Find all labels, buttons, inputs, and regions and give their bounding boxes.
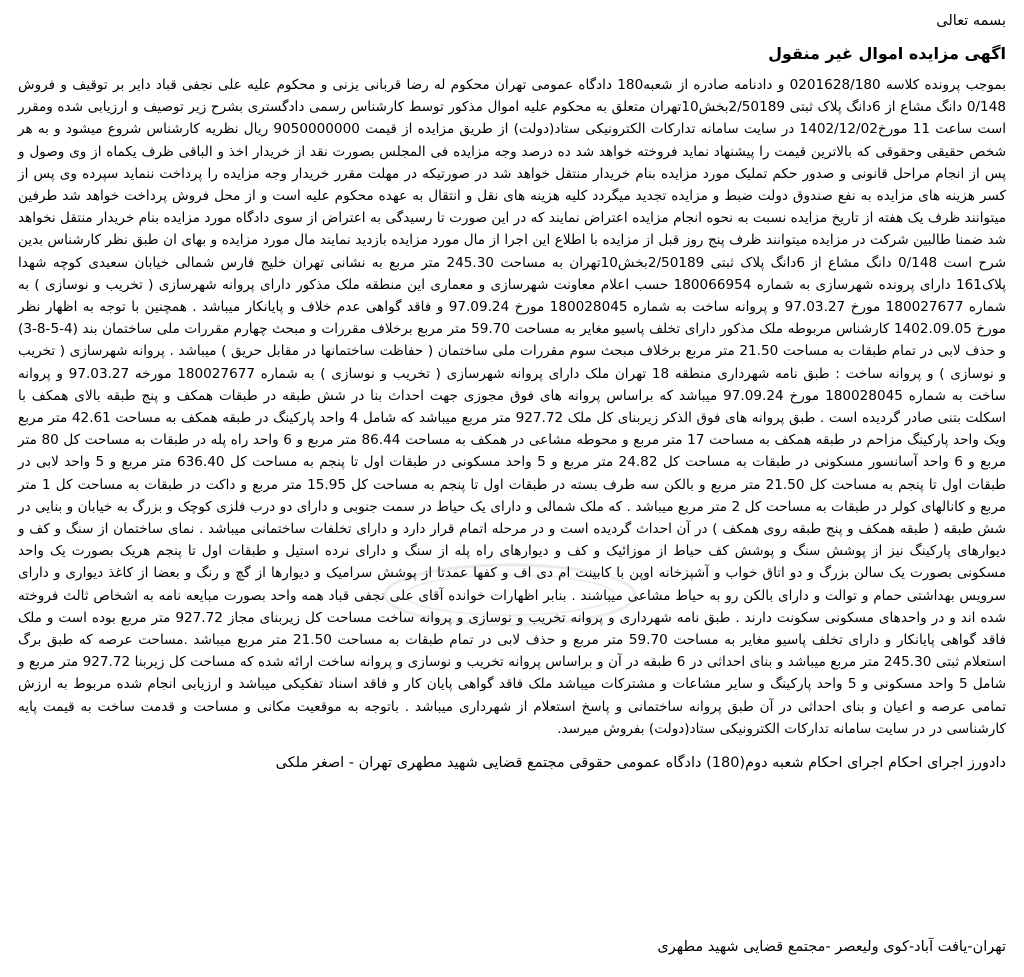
basmala-heading: بسمه تعالی (936, 13, 1006, 29)
notice-body: بموجب پرونده کلاسه 0201628/180 و دادنامه صادره از شعبه180 دادگاه عمومی تهران محکوم له رضا قربانی یزنی و محکوم علیه علی نجفی قباد دایر بر توقیف و فروش 0/148 دانگ مشاع از 6دانگ پلاک ثبتی 2/50189بخش10تهران متعلق به محکوم علیه اموال مذکور توسط کارشناس رسمی دادگستری بشرح زیر توصیف و ارزیابی شده ومقرر است ساعت 11 مورخ1402/12/02 در سایت سامانه تدارکات الکترونیکی ستاد(دولت) از طریق مزایده از قیمت 9050000000 ریال نظریه کارشناس شروع میشود و به هر شخص حقیقی وحقوقی که بالاترین قیمت را پیشنهاد نماید فروخته خواهد شد ده درصد وجه مزایده فی المجلس بصورت نقد از خریدار اخذ و الباقی ظرف یکماه از وی وصول و پس از انجام مراحل قانونی و صدور حکم تملیک مورد مزایده بنام خریدار منتقل خواهد شد در صورتیکه در مهلت مقرر خریدار وجه مزایده را پرداخت ننماید سپرده وی پس از کسر هزینه های مزایده به نفع صندوق دولت ضبط و مزایده تجدید میگردد کلیه هزینه های نقل و انتقال به عهده محکوم علیه است و از محل فروش پرداخت خواهد شد طرفین میتوانند ظرف یک هفته از تاریخ مزایده نسبت به نحوه انجام مزایده اعتراض نمایند که در این صورت تا رسیدگی به اعتراض از سوی دادگاه مورد مزایده بنام خریدار منتقل نخواهد شد ضمنا طالبین شرکت در مزایده میتوانند ظرف پنج روز قبل از مزایده با اطلاع این اجرا از مال مورد مزایده بازدید نمایند مال مورد مزایده و بهای ان طبق نظر کارشناس بدین شرح است 0/148 دانگ مشاع از 6دانگ پلاک ثبتی 2/50189بخش10تهران به مساحت 245.30 متر مربع به نشانی تهران خلیج فارس شمالی خیابان سعیدی کوچه شهدا پلاک161 دارای پرونده شهرسازی به شماره 180066954 حسب اعلام معاونت شهرسازی و معماری این منطقه ملک مذکور دارای پروانه شهرسازی ( تخریب و نوسازی ) به شماره 180027677 مورخ 97.03.27 و پروانه ساخت به شماره 180028045 مورخ 97.09.24 و فاقد گواهی عدم خلاف و پایانکار میباشد . همچنین با توجه به اظهار نظر مورخ 1402.09.05 کارشناس مربوطه ملک مذکور دارای تخلف پاسیو مغایر به مساحت 59.70 متر مربع برخلاف مقررات و مبحث چهارم مقررات ملی ساختمان بند (4-5-8-3) و حذف لابی در تمام طبقات به مساحت 21.50 متر مربع برخلاف مبحث سوم مقررات ملی ساختمان ( حفاظت ساختمانها در مقابل حریق ) میباشد . پروانه شهرسازی ( تخریب و نوسازی ) و پروانه ساخت : طبق نامه شهرداری منطقه 18 تهران ملک دارای پروانه شهرسازی ( تخریب و نوسازی ) به شماره 180027677 مورخه 97.03.27 و پروانه ساخت به شماره 180028045 مورخ 97.09.24 میباشد که براساس پروانه های فوق مجوزی جهت احداث بنا در شش طبقه در طبقات همکف و پنج طبقه بالای همکف با اسکلت بتنی صادر گردیده است . طبق پروانه های فوق الذکر زیربنای کل ملک 927.72 متر مربع میباشد که شامل 4 واحد پارکینگ در طبقه همکف به مساحت 42.61 متر مربع ویک واحد پارکینگ مزاحم در طبقه همکف به مساحت 17 متر مربع و محوطه مشاعی در همکف به مساحت 86.44 متر مربع و 6 واحد راه پله در طبقات به مساحت کل 80 متر مربع و 6 واحد آسانسور مسکونی در طبقات به مساحت کل 24.82 متر مربع و 5 واحد مسکونی در طبقات اول تا پنجم به مساحت کل 636.40 متر مربع و 5 واحد لابی در طبقات اول تا پنجم به مساحت کل 21.50 متر مربع و بالکن سه طرف بسته در طبقات اول تا پنجم به مساحت کل 15.95 متر مربع و داکت در طبقات به مساحت کل 1 متر مربع و کانالهای کولر در طبقات به مساحت کل 2 متر مربع میباشد . که ملک شمالی و دارای یک حیاط در سمت جنوبی و دارای دو درب فلزی کوچک و بزرگ به خیابان و بنایی در شش طبقه ( طبقه همکف و پنج طبقه روی همکف ) در آن احداث گردیده است و در مرحله اتمام قرار دارد و دارای تخلفات ساختمانی میباشد . نمای ساختمان از سنگ و کف و دیوارهای پارکینگ نیز از پوشش سنگ و پوشش کف حیاط از موزائیک و کف و دیوارهای راه پله از سنگ و دارای نرده استیل و طبقات اول تا پنجم هریک بصورت یک واحد مسکونی بصورت یک سالن بزرگ و دو اتاق خواب و آشپزخانه اوپن با کابینت ام دی اف و کفها عمدتا از پوشش سرامیک و دیوارها از گچ و رنگ و بعضا از کاغذ دیواری و دارای سرویس بهداشتی حمام و توالت و دارای بالکن رو به حیاط مشاعی میباشند . بنابر اظهارات خوانده آقای علی نجفی قباد همه واحد بصورت مبایعه نامه به اشخاص ثالث فروخته شده اند و در واحدهای مسکونی سکونت دارند . طبق نامه شهرداری و پروانه تخریب و نوسازی و پروانه ساخت مساحت کل زیربنای مجاز 927.72 متر مربع بوده است و ملک فاقد گواهی پایانکار و دارای تخلف پاسیو مغایر به مساحت 59.70 متر مربع و حذف لابی در تمام طبقات به مساحت 21.50 متر مربع میباشد .مساحت عرصه که طبق برگ استعلام ثبتی 245.30 متر مربع میباشد و بنای احداثی در 6 طبقه در آن و براساس پروانه تخریب و نوسازی و پروانه ساخت ارائه شده که مساحت کل زیربنا 927.72 متر مربع و شامل 5 واحد مسکونی و 5 واحد پارکینگ و سایر مشاعات و مشترکات میباشد ملک فاقد گواهی پایان کار و فاقد اسناد تفکیکی میباشد و ارزیابی انجام شده مربوط به ارزش تمامی عرصه و اعیان و بنای احداثی در آن طبق پروانه ساختمانی و پاسخ استعلام از شهرداری میباشد . باتوجه به موقعیت مکانی و مساحت و قدمت ساخت به قیمت پایه کارشناسی در در سایت سامانه تدارکات الکترونیکی ستاد(دولت) بفروش میرسد. (18, 77, 1007, 737)
notice-title: اگهی مزایده اموال غیر منقول (768, 44, 1006, 63)
footer-address: تهران-یافت آباد-کوی ولیعصر -مجتمع قضایی شهید مطهری (657, 939, 1006, 955)
executor-signature-line: دادورز اجرای احکام اجرای احکام شعبه دوم(180) دادگاه عمومی حقوقی مجتمع قضایی شهید مطهری تهران - اصغر ملکی (275, 755, 1006, 772)
